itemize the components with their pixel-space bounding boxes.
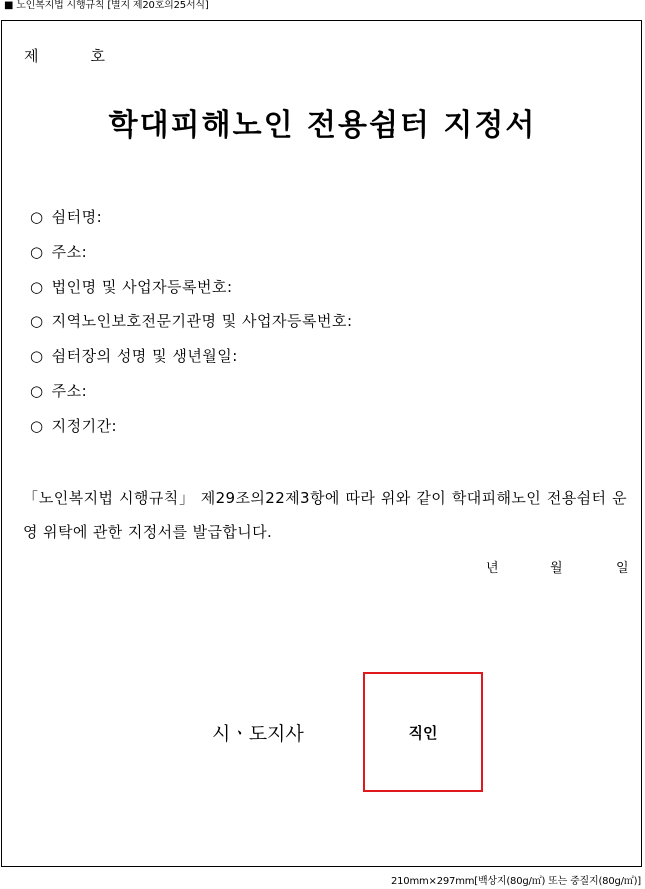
circle-bullet-icon: ○ — [30, 312, 44, 331]
document-title: 학대피해노인 전용쉼터 지정서 — [108, 108, 537, 143]
field-item-shelter-address — [30, 240, 353, 275]
document-number-suffix: 호 — [90, 47, 105, 65]
date-year-label: 년 — [486, 561, 499, 576]
circle-bullet-icon: ○ — [30, 277, 44, 296]
circle-bullet-icon: ○ — [30, 381, 44, 400]
official-seal-box — [363, 672, 483, 792]
field-item-shelter-name — [30, 205, 353, 240]
field-list — [30, 205, 353, 449]
field-label: 지역노인보호전문기관명 및 사업자등록번호: — [51, 312, 353, 331]
field-item-protection-agency — [30, 309, 353, 344]
document-number — [24, 45, 105, 66]
circle-bullet-icon: ○ — [30, 347, 44, 366]
field-item-designation-period — [30, 414, 353, 449]
issuer-title: 시ㆍ도지사 — [212, 723, 304, 745]
issuance-statement: 「노인복지법 시행규칙」 제29조의22제3항에 따라 위와 같이 학대피해노인 전용쉼터 운영 위탁에 관한 지정서를 발급합니다. — [23, 489, 627, 541]
form-header-note: ■ 노인복지법 시행규칙 [별지 제20호의25서식] — [4, 0, 209, 11]
circle-bullet-icon: ○ — [30, 208, 44, 226]
field-label: 쉼터명: — [51, 208, 103, 226]
field-item-corporation — [30, 275, 353, 310]
date-month-label: 월 — [550, 561, 563, 576]
field-label: 지정기간: — [51, 416, 118, 435]
field-label: 주소: — [51, 242, 88, 261]
field-label: 법인명 및 사업자등록번호: — [51, 277, 233, 296]
circle-bullet-icon: ○ — [30, 242, 44, 261]
official-seal-label: 직인 — [408, 724, 438, 742]
field-label: 주소: — [51, 381, 88, 400]
field-label: 쉼터장의 성명 및 생년월일: — [51, 347, 238, 366]
field-item-director-address — [30, 379, 353, 414]
paper-spec-note: 210mm×297mm[백상지(80g/㎡) 또는 중질지(80g/㎡)] — [390, 876, 641, 887]
document-number-prefix: 제 — [24, 47, 39, 65]
field-item-director — [30, 344, 353, 379]
date-day-label: 일 — [616, 561, 629, 576]
circle-bullet-icon: ○ — [30, 416, 44, 435]
